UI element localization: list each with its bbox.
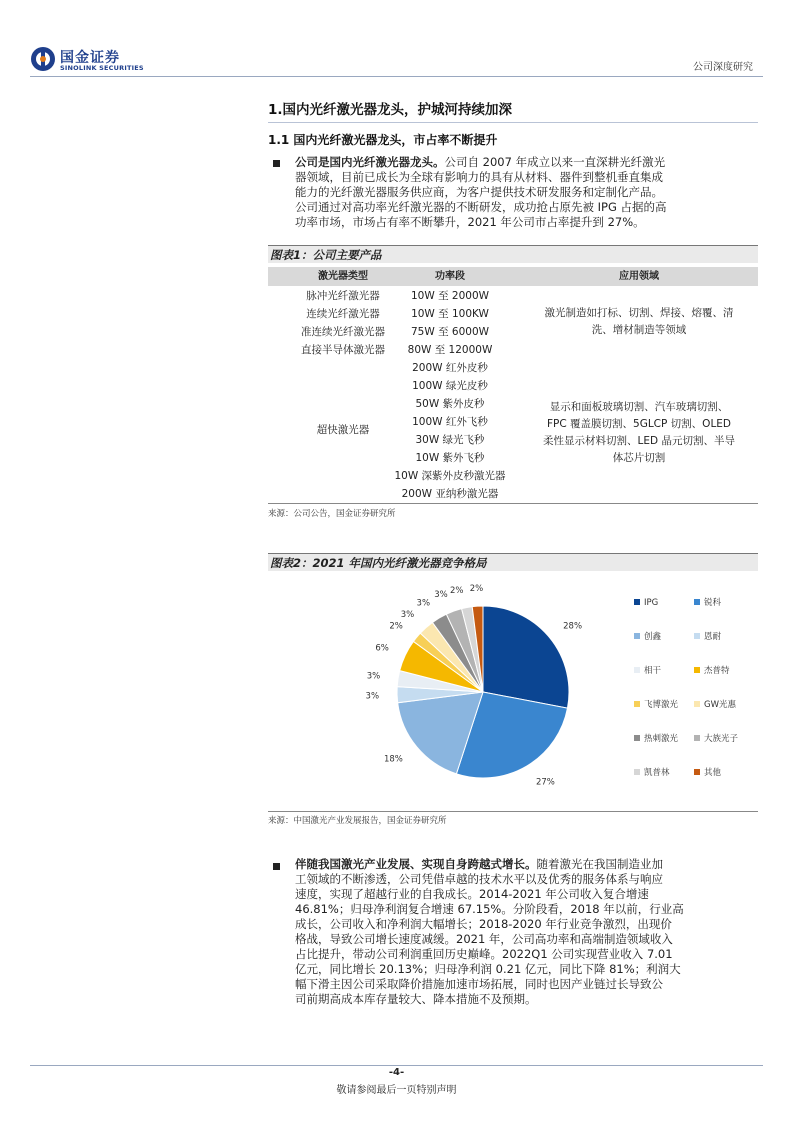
pie-slice-label: 27% bbox=[535, 777, 555, 788]
table-cell-power: 10W 深紫外皮秒激光器 bbox=[394, 470, 506, 482]
legend-label: 大族光子 bbox=[704, 734, 739, 744]
table-cell-power: 30W 绿光飞秒 bbox=[415, 434, 485, 446]
table-header-power: 功率段 bbox=[435, 271, 465, 282]
pie-slice-label: 3% bbox=[365, 691, 380, 702]
sinolink-logo-icon bbox=[30, 46, 56, 72]
table-header-application: 应用领域 bbox=[619, 271, 659, 282]
table-cell-application bbox=[520, 399, 758, 467]
legend-swatch bbox=[694, 735, 700, 741]
pie-slice-label: 3% bbox=[434, 590, 448, 601]
legend-label: 凯普林 bbox=[644, 768, 670, 778]
intro-line: 公司通过对高功率光纤激光器的不断研发，成功抢占原先被 IPG 占据的高 bbox=[295, 200, 667, 214]
intro-line: 能力的光纤激光器服务供应商，为客户提供技术研发服务和定制化产品。 bbox=[295, 185, 663, 199]
table-cell-power: 200W 亚纳秒激光器 bbox=[401, 488, 499, 500]
subsection-heading: 1.1 国内光纤激光器龙头，市占率不断提升 bbox=[268, 133, 498, 147]
legend-swatch bbox=[694, 701, 700, 707]
growth-line: 工领域的不断渗透，公司凭借卓越的技术水平以及优秀的服务体系与响应 bbox=[295, 872, 663, 886]
table-cell-power: 100W 绿光皮秒 bbox=[412, 380, 488, 392]
figure1-source: 来源：公司公告，国金证券研究所 bbox=[268, 509, 396, 519]
legend-label: 相干 bbox=[644, 666, 662, 676]
footer-divider bbox=[30, 1065, 763, 1066]
table-cell-power: 80W 至 12000W bbox=[407, 344, 493, 356]
growth-line: 随着激光在我国制造业加 bbox=[536, 857, 663, 871]
pie-slice-label: 3% bbox=[400, 609, 415, 620]
table-cell-type: 超快激光器 bbox=[316, 424, 370, 436]
legend-swatch bbox=[694, 667, 700, 673]
legend-label: 其他 bbox=[704, 768, 722, 778]
pie-slice-label: 2% bbox=[469, 584, 484, 595]
figure1-bottom-rule bbox=[268, 503, 758, 504]
legend-label: 锐科 bbox=[704, 598, 722, 608]
pie-slice-label: 3% bbox=[366, 671, 381, 682]
report-type: 公司深度研究 bbox=[693, 62, 753, 73]
growth-line: 占比提升，带动公司利润重回历史巅峰。2022Q1 公司实现营业收入 7.01 bbox=[295, 947, 673, 961]
table-cell-power: 10W 至 100KW bbox=[411, 308, 489, 320]
application-line: FPC 覆盖膜切割、5GLCP 切割、OLED bbox=[546, 418, 732, 430]
page-number: -4- bbox=[388, 1067, 405, 1078]
legend-label: 飞博激光 bbox=[644, 700, 679, 710]
section-heading: 1.国内光纤激光器龙头，护城河持续加深 bbox=[268, 102, 513, 118]
legend-label: GW光惠 bbox=[704, 700, 736, 710]
logo-text-en: SINOLINK SECURITIES bbox=[60, 64, 144, 72]
bullet-icon bbox=[273, 160, 280, 167]
legend-swatch bbox=[634, 667, 640, 673]
figure1-caption: 图表1：公司主要产品 bbox=[268, 245, 758, 263]
intro-line: 公司自 2007 年成立以来一直深耕光纤激光 bbox=[444, 155, 666, 169]
intro-line: 功率市场，市场占有率不断攀升，2021 年公司市占率提升到 27%。 bbox=[295, 215, 645, 229]
table-cell-power: 200W 红外皮秒 bbox=[412, 362, 488, 374]
logo-text-cn: 国金证券 bbox=[60, 50, 120, 66]
legend-swatch bbox=[634, 735, 640, 741]
growth-line: 46.81%；归母净利润复合增速 67.15%。分阶段看，2018 年以前，行业高 bbox=[295, 902, 684, 916]
legend-swatch bbox=[634, 599, 640, 605]
table-cell-power: 10W 至 2000W bbox=[410, 290, 490, 302]
figure2-source: 来源：中国激光产业发展报告，国金证券研究所 bbox=[268, 816, 447, 826]
table-cell-power: 100W 红外飞秒 bbox=[412, 416, 488, 428]
footer-disclaimer: 敬请参阅最后一页特别声明 bbox=[336, 1085, 457, 1096]
table-cell-type: 连续光纤激光器 bbox=[306, 308, 380, 320]
intro-paragraph bbox=[295, 155, 757, 230]
table-cell-power: 75W 至 6000W bbox=[410, 326, 490, 338]
section-divider bbox=[268, 122, 758, 123]
figure2-caption: 图表2：2021 年国内光纤激光器竞争格局 bbox=[268, 553, 758, 571]
bullet-icon bbox=[273, 863, 280, 870]
legend-swatch bbox=[694, 599, 700, 605]
legend-label: 热刺激光 bbox=[644, 734, 679, 744]
legend-swatch bbox=[634, 701, 640, 707]
table-cell-power: 50W 紫外皮秒 bbox=[415, 398, 485, 410]
intro-line: 器领域，目前已成长为全球有影响力的具有从材料、器件到整机垂直集成 bbox=[295, 170, 663, 184]
pie-slice-label: 2% bbox=[450, 585, 464, 596]
application-line: 体芯片切割 bbox=[612, 452, 666, 464]
application-line: 显示和面板玻璃切割、汽车玻璃切割、 bbox=[549, 401, 729, 413]
table-cell-power: 10W 紫外飞秒 bbox=[415, 452, 485, 464]
growth-line: 亿元，同比增长 20.13%；归母净利润 0.21 亿元，同比下降 81%；利润大 bbox=[295, 962, 681, 976]
application-line: 柔性显示材料切割、LED 晶元切割、半导 bbox=[543, 435, 735, 447]
table-cell-type: 脉冲光纤激光器 bbox=[306, 290, 380, 302]
market-share-pie-chart bbox=[268, 575, 758, 810]
growth-paragraph bbox=[295, 857, 757, 1007]
pie-slice-label: 18% bbox=[383, 754, 403, 765]
pie-slice-label: 3% bbox=[416, 598, 431, 609]
growth-lead: 伴随我国激光产业发展、实现自身跨越式增长。 bbox=[295, 857, 537, 871]
legend-swatch bbox=[694, 769, 700, 775]
application-line: 激光制造如打标、切割、焊接、熔覆、清 bbox=[544, 307, 734, 319]
table-cell-application bbox=[520, 305, 758, 339]
legend-swatch bbox=[694, 633, 700, 639]
intro-lead: 公司是国内光纤激光器龙头。 bbox=[295, 155, 445, 169]
table-header-type: 激光器类型 bbox=[318, 271, 368, 282]
pie-slice bbox=[483, 606, 569, 708]
growth-line: 格战，导致公司增长速度减缓。2021 年，公司高功率和高端制造领域收入 bbox=[295, 932, 673, 946]
pie-slice-label: 28% bbox=[563, 621, 583, 632]
legend-label: IPG bbox=[644, 598, 659, 608]
legend-swatch bbox=[634, 633, 640, 639]
legend-label: 恩耐 bbox=[704, 632, 722, 642]
pie-slice-label: 6% bbox=[375, 643, 389, 654]
figure2-bottom-rule bbox=[268, 811, 758, 812]
growth-line: 幅下滑主因公司采取降价措施加速市场拓展，同时也因产业链过长导致公 bbox=[295, 977, 663, 991]
table-cell-type: 准连续光纤激光器 bbox=[301, 326, 385, 338]
legend-label: 创鑫 bbox=[644, 632, 662, 642]
application-line: 洗、增材制造等领域 bbox=[591, 324, 687, 336]
legend-label: 杰普特 bbox=[704, 666, 730, 676]
pie-slice-label: 2% bbox=[389, 621, 403, 632]
table-cell-type: 直接半导体激光器 bbox=[301, 344, 385, 356]
header-divider bbox=[30, 76, 763, 77]
growth-line: 成长，公司收入和净利润大幅增长；2018-2020 年行业竞争激烈，出现价 bbox=[295, 917, 672, 931]
legend-swatch bbox=[634, 769, 640, 775]
growth-line: 速度，实现了超越行业的自我成长。2014-2021 年公司收入复合增速 bbox=[295, 887, 649, 901]
growth-line: 司前期高成本库存量较大、降本措施不及预期。 bbox=[295, 992, 537, 1006]
